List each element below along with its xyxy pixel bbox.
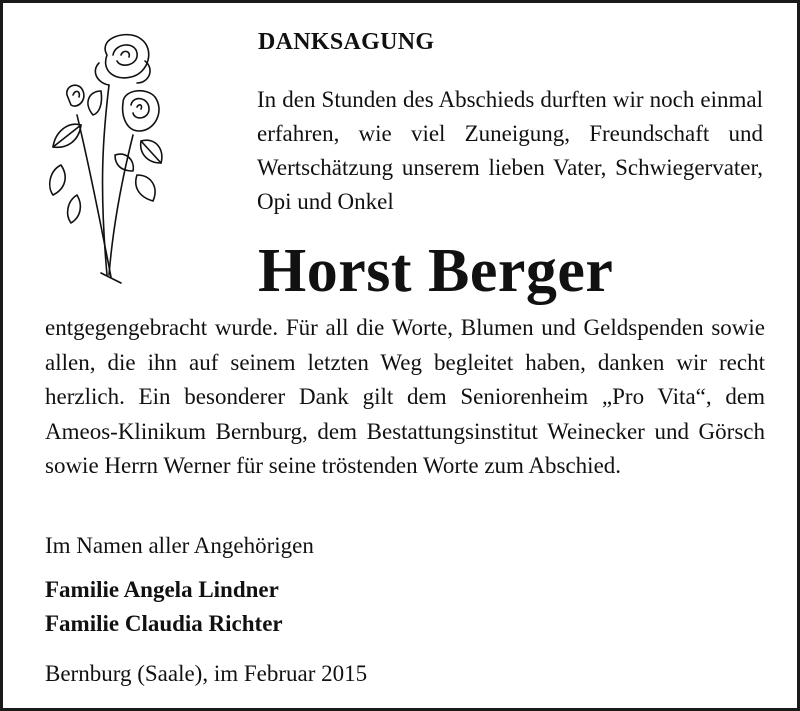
place-date: Bernburg (Saale), im Februar 2015	[45, 661, 368, 686]
roses-illustration-icon	[37, 25, 167, 285]
notice-heading: DANKSAGUNG	[258, 29, 435, 55]
family-name-2: Familie Claudia Richter	[45, 611, 283, 636]
intro-paragraph: In den Stunden des Abschieds durften wir noch einmal erfahren, wie viel Zuneigung, Freundschaft und Wertschätzung unserem lieben Vater, Schwiegervater, Opi und Onkel	[257, 87, 763, 214]
deceased-name: Horst Berger	[258, 237, 614, 305]
body-paragraph: entgegengebracht wurde. Für all die Worte, Blumen und Geldspenden sowie allen, die ihn auf seinem letzten Weg begleitet haben, danken wir recht herzlich. Ein besonderer Dank gilt dem Seniorenheim „Pro Vita“, dem Ameos-Klinikum Bernburg, dem Bestattungsinstitut Weinecker und Görsch sowie Herrn Werner für seine tröstenden Worte zum Abschied.	[45, 315, 765, 479]
family-names	[45, 573, 283, 641]
family-name-1: Familie Angela Lindner	[45, 577, 279, 602]
signoff-line: Im Namen aller Angehörigen	[45, 533, 314, 558]
